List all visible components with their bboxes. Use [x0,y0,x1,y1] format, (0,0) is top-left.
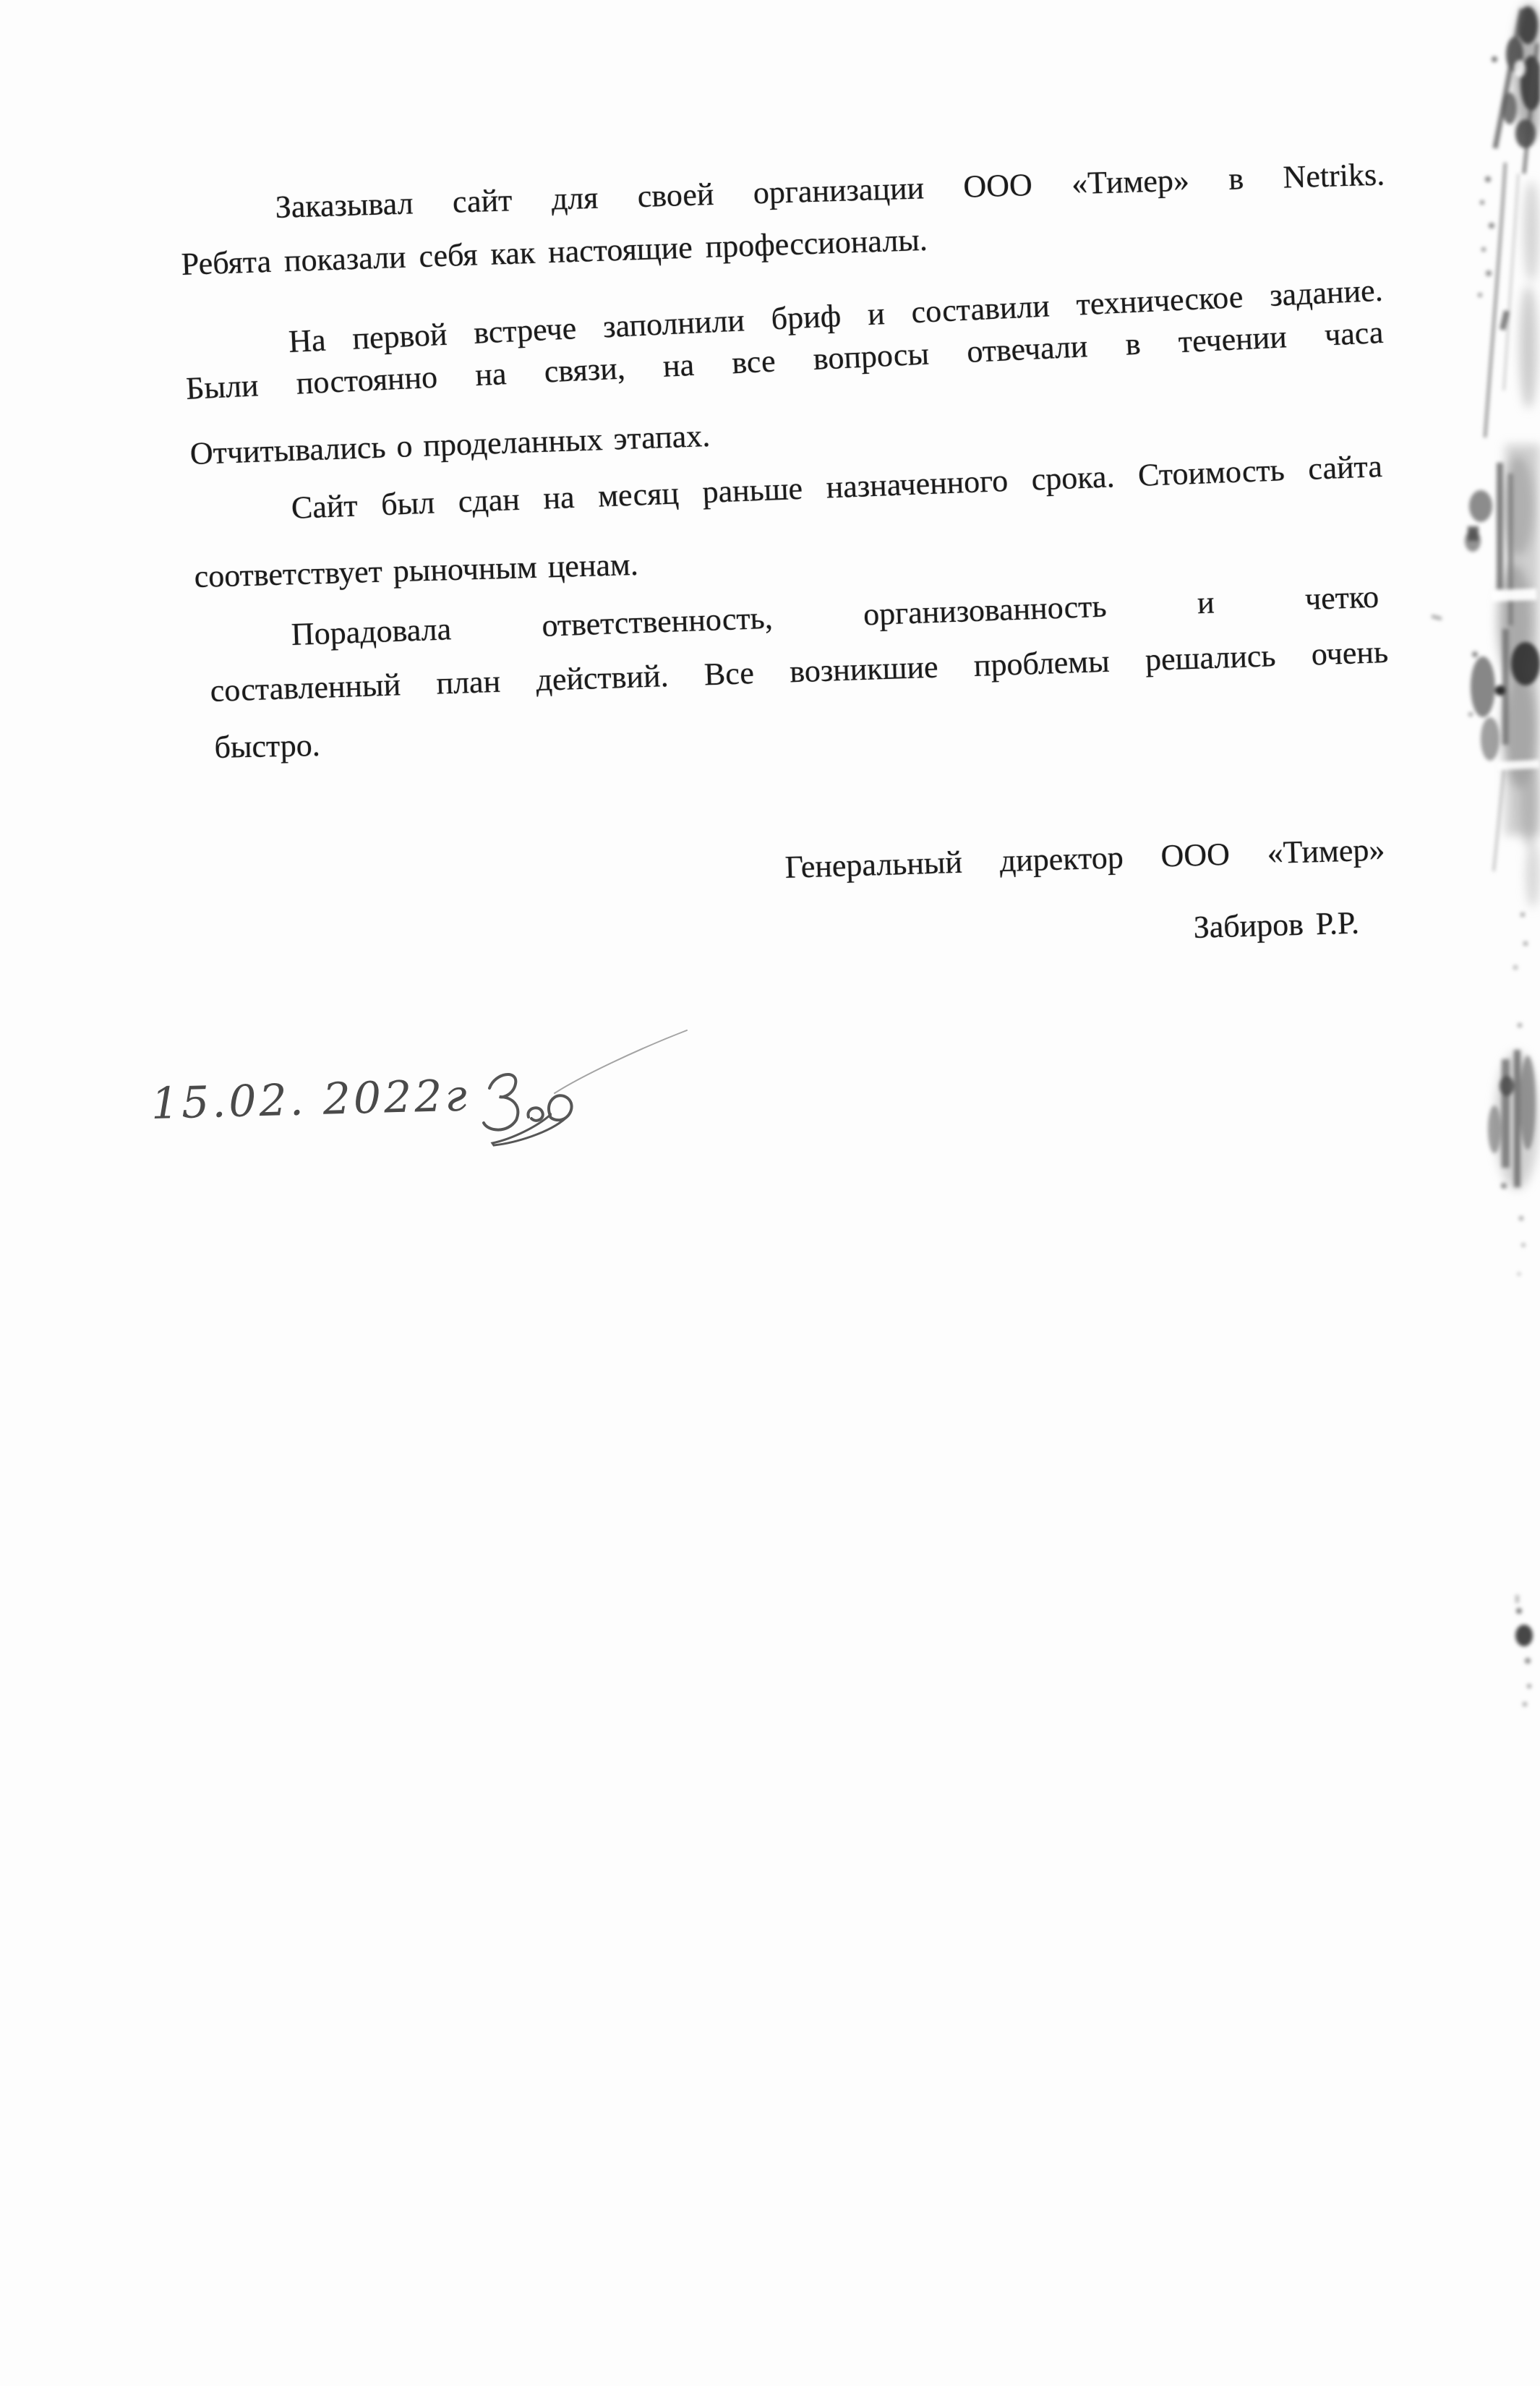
scan-artifact-base-svg [1395,0,1540,1771]
word: часа [1323,314,1385,353]
word: был [380,484,436,523]
scan-artifact-detail-svg [1395,0,1540,1771]
word: Порадовала [291,611,452,652]
word: На [288,322,327,359]
word: вопросы [812,335,931,377]
letter-line-p3-2: соответствует рыночным ценам. [194,546,639,594]
word: течении [1177,319,1288,360]
signature-small-loop-stroke [528,1108,542,1121]
word: сайта [1307,448,1383,487]
signature-letter-z-stroke [484,1074,518,1130]
word: бриф [770,297,842,337]
word: срока. [1030,458,1116,497]
word: постоянно [295,359,439,401]
word: Генеральный [784,844,963,885]
signature-big-loop-stroke [549,1095,572,1120]
word: и [1197,584,1215,621]
word: директор [999,839,1124,879]
word: организованность [863,588,1108,633]
word: проблемы [973,643,1111,683]
word: на [474,356,508,393]
word: составленный [210,667,401,709]
handwritten-signature [466,1009,705,1160]
word: задание. [1268,272,1384,313]
word: встрече [473,310,578,351]
word: возникшие [789,649,939,690]
word: на [542,479,576,516]
word: техническое [1075,278,1244,322]
word: ООО [1160,836,1231,874]
word: план [435,663,501,701]
letter-line-p1-1 [275,156,1385,226]
signature-strokes-svg [466,1009,705,1160]
word: организации [753,170,925,211]
word: сайт [452,182,513,220]
word: ответственность, [541,599,774,643]
signature-tail-stroke [555,1030,687,1093]
word: Все [703,655,755,693]
signoff-title [784,831,1385,886]
word: «Тимер» [1266,831,1386,871]
word: ООО [962,166,1033,205]
word: в [1124,325,1142,362]
word: сдан [457,481,521,520]
letter-line-p1-2: Ребята показали себя как настоящие профессионалы. [181,221,928,282]
signoff-name: Забиров Р.Р. [1193,905,1360,945]
word: назначенного [825,462,1009,505]
word: на [662,346,696,384]
word: четко [1304,578,1379,617]
word: для [551,179,599,217]
word: месяц [597,475,680,514]
scan-artifact-detail-layer [1395,0,1540,1771]
letter-line-p4-3: быстро. [214,727,321,765]
word: первой [351,316,448,356]
word: очень [1311,633,1389,672]
scan-artifact-base-layer [1395,0,1540,1771]
handwritten-date: 15.02. 2022г [150,1070,471,1129]
word: раньше [701,470,803,510]
word: заполнили [602,302,745,345]
word: «Тимер» [1071,162,1190,202]
word: Стоимость [1137,452,1286,493]
word: действий. [535,657,670,698]
letter-line-p2-3: Отчитывались о проделанных этапах. [189,417,711,471]
word: составили [910,288,1051,330]
word: Были [185,367,260,406]
word: Заказывал [275,185,414,225]
word: Сайт [291,487,359,526]
word: Netriks. [1282,156,1385,195]
word: решались [1145,638,1277,678]
word: своей [637,176,715,215]
word: все [731,343,777,381]
word: и [866,296,886,333]
word: связи, [543,350,626,390]
word: отвечали [966,328,1089,370]
word: в [1228,161,1244,197]
